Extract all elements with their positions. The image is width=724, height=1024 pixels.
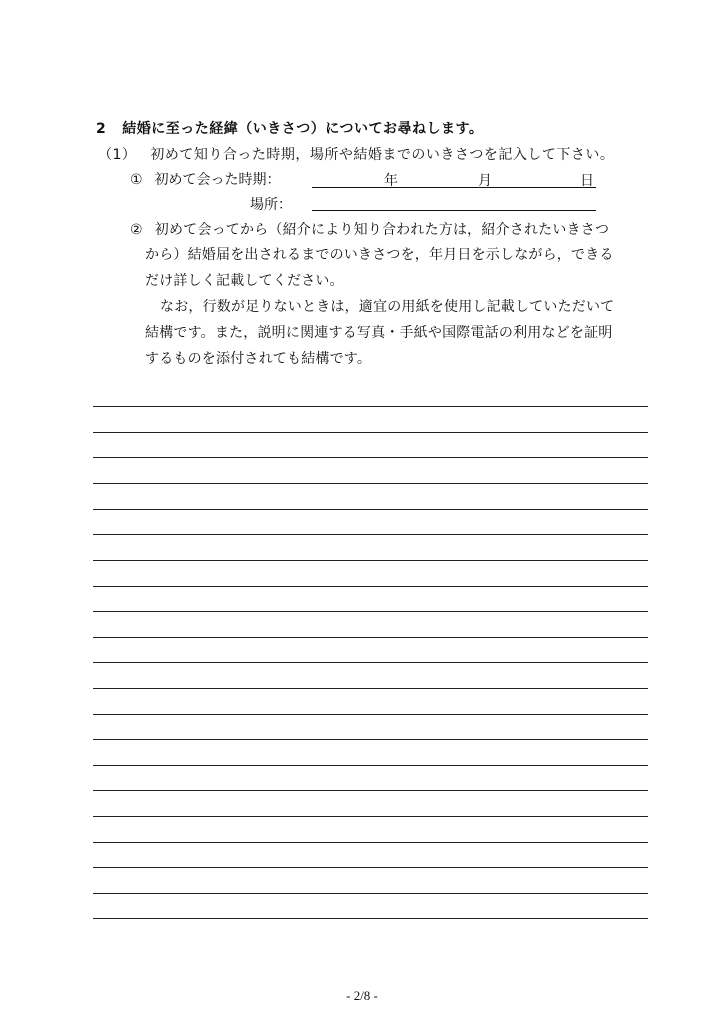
subsection-number: （1） [98,147,137,163]
writing-line [93,483,648,484]
writing-line [93,893,648,894]
place-field[interactable] [312,210,596,211]
writing-line [93,586,648,587]
item2-text-1: 初めて会ってから（紹介により知り合われた方は，紹介されたいきさつ [154,222,610,238]
day-unit: 日 [580,173,594,189]
first-meeting-date-field[interactable] [312,170,596,188]
item2-line-2: から）結婚届を出されるまでのいきさつを，年月日を示しながら，できる [145,247,614,263]
writing-line [93,714,648,715]
writing-line [93,739,648,740]
writing-line [93,406,648,407]
writing-line [93,765,648,766]
writing-line [93,662,648,663]
subsection-heading [98,144,614,164]
first-meeting-time-label: 初めて会った時期： [154,172,281,188]
writing-line [93,560,648,561]
item-number-2: ② [130,222,143,238]
writing-line [93,509,648,510]
item-number-1: ① [130,172,143,188]
writing-line [93,611,648,612]
month-unit: 月 [478,173,492,189]
writing-line [93,534,648,535]
item2-line-6: するものを添付されても結構です。 [145,351,372,367]
writing-line [93,688,648,689]
item2-line-4: なお，行数が足りないときは，適宜の用紙を使用し記載していただいて [160,299,615,315]
writing-line [93,918,648,919]
place-label: 場所： [250,197,292,213]
writing-line [93,457,648,458]
first-meeting-label [130,169,281,189]
writing-line [93,816,648,817]
writing-line [93,637,648,638]
item2-line-3: だけ詳しく記載してください。 [145,273,344,289]
writing-line [93,867,648,868]
section-title: 結婚に至った経緯（いきさつ）についてお尋ねします。 [122,121,484,137]
section-heading [96,118,483,138]
item2-line-5: 結構です。また，説明に関連する写真・手紙や国際電話の利用などを証明 [145,325,613,341]
subsection-text: 初めて知り合った時期，場所や結婚までのいきさつを記入して下さい。 [150,147,615,163]
writing-line [93,790,648,791]
page-number: - 2/8 - [346,988,378,1003]
writing-line [93,432,648,433]
item2-line-1 [130,219,609,239]
section-number: 2 [96,121,107,137]
writing-line [93,842,648,843]
year-unit: 年 [384,173,398,189]
